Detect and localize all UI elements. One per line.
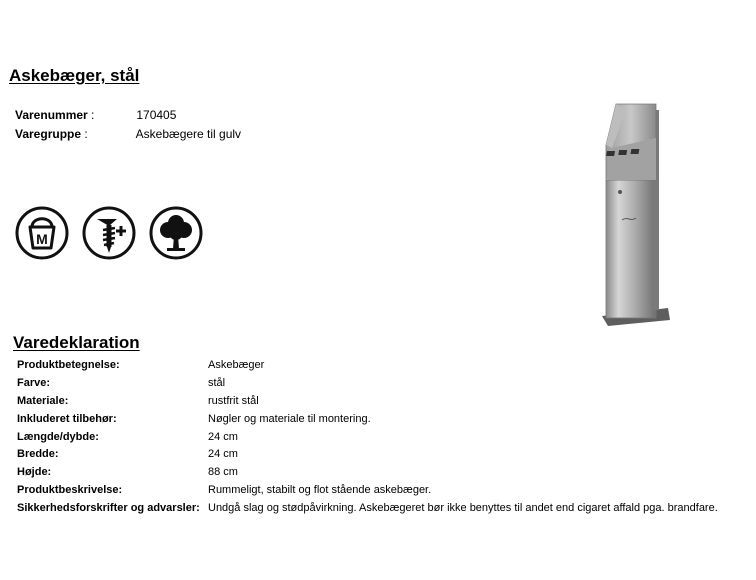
varegruppe-label: Varegruppe : bbox=[15, 127, 88, 141]
declaration-key: Bredde: bbox=[17, 448, 59, 461]
declaration-row bbox=[17, 499, 718, 517]
screw-plus-icon bbox=[82, 206, 136, 260]
declaration-row bbox=[17, 392, 718, 410]
declaration-row bbox=[17, 463, 718, 481]
declaration-row bbox=[17, 481, 718, 499]
declaration-value: Undgå slag og stødpåvirkning. Askebægeret bør ikke benyttes til andet end cigaret affald pga. brandfare. bbox=[208, 502, 718, 515]
declaration-key: Farve: bbox=[17, 376, 51, 389]
tree-icon bbox=[149, 206, 203, 260]
bucket-m-icon bbox=[15, 206, 69, 260]
declaration-value: 24 cm bbox=[208, 430, 238, 443]
product-image bbox=[598, 100, 674, 328]
declaration-title: Varedeklaration bbox=[13, 333, 140, 352]
declaration-table bbox=[17, 356, 718, 517]
varegruppe-row bbox=[15, 127, 241, 141]
declaration-key: Produktbeskrivelse: bbox=[17, 484, 123, 497]
declaration-value: 24 cm bbox=[208, 448, 238, 461]
declaration-value: stål bbox=[208, 376, 226, 389]
varenummer-label: Varenummer : bbox=[15, 108, 95, 122]
declaration-value: Nøgler og materiale til montering. bbox=[208, 412, 371, 425]
declaration-row bbox=[17, 410, 718, 428]
declaration-row bbox=[17, 445, 718, 463]
svg-text:M: M bbox=[36, 231, 48, 247]
varenummer-row bbox=[15, 108, 176, 122]
declaration-value: Askebæger bbox=[208, 358, 265, 371]
declaration-key: Inkluderet tilbehør: bbox=[17, 412, 117, 425]
declaration-row bbox=[17, 356, 718, 374]
declaration-value: Rummeligt, stabilt og flot stående askebæger. bbox=[208, 484, 432, 497]
varegruppe-value: Askebægere til gulv bbox=[135, 127, 242, 141]
declaration-key: Materiale: bbox=[17, 394, 69, 407]
product-title: Askebæger, stål bbox=[9, 66, 140, 85]
declaration-row bbox=[17, 428, 718, 446]
declaration-key: Sikkerhedsforskrifter og advarsler: bbox=[17, 502, 200, 515]
declaration-key: Produktbetegnelse: bbox=[17, 358, 120, 371]
varenummer-value: 170405 bbox=[136, 108, 177, 122]
product-icons bbox=[15, 206, 203, 260]
declaration-value: 88 cm bbox=[208, 466, 238, 479]
declaration-key: Længde/dybde: bbox=[17, 430, 99, 443]
declaration-value: rustfrit stål bbox=[208, 394, 259, 407]
declaration-key: Højde: bbox=[17, 466, 52, 479]
declaration-row bbox=[17, 374, 718, 392]
